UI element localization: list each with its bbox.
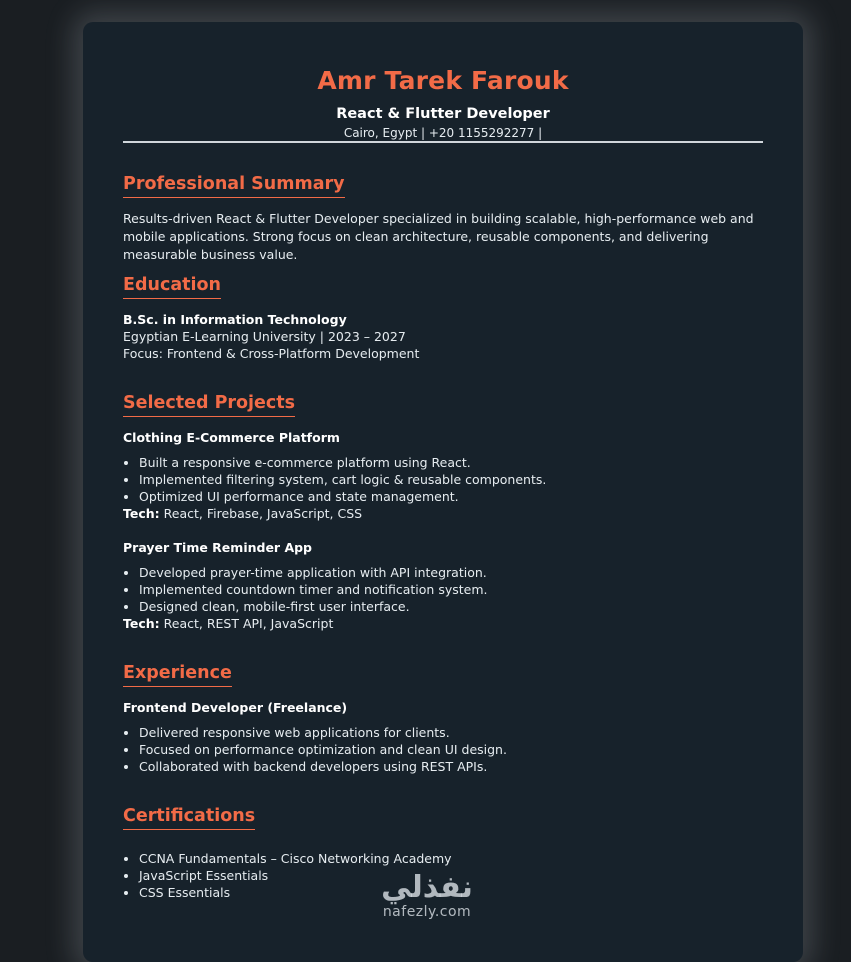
tech-label: Tech: [123,616,160,631]
project-title: Prayer Time Reminder App [123,540,313,555]
header-divider [123,141,763,143]
resume-card [83,22,803,962]
list-item: • Delivered responsive web applications for clients. [139,724,507,741]
tech-stack: React, REST API, JavaScript [163,616,334,631]
project-tech [123,615,333,632]
certifications-heading: Certifications [123,806,255,830]
education-school: Egyptian E-Learning University | 2023 – 2027 [123,329,406,344]
list-item: • Collaborated with backend developers using REST APIs. [139,758,507,775]
education-degree: B.Sc. in Information Technology [123,312,347,327]
experience-bullets [123,724,507,775]
contact-info: Cairo, Egypt | +20 1155292277 | [343,126,543,140]
list-item: • Implemented filtering system, cart logic & reusable components. [139,471,546,488]
list-item: • Implemented countdown timer and notification system. [139,581,488,598]
tech-stack: React, Firebase, JavaScript, CSS [163,506,363,521]
experience-heading: Experience [123,663,232,687]
list-item: • JavaScript Essentials [139,867,452,884]
projects-heading: Selected Projects [123,393,295,417]
education-focus: Focus: Frontend & Cross-Platform Development [123,346,420,361]
project-tech [123,505,362,522]
watermark-domain: nafezly.com [382,904,472,920]
list-item: • CSS Essentials [139,884,452,901]
project-title: Clothing E-Commerce Platform [123,430,340,445]
project-bullets [123,454,546,505]
project-bullets [123,564,488,615]
list-item: • Focused on performance optimization and clean UI design. [139,741,507,758]
candidate-name: Amr Tarek Farouk [317,66,569,95]
summary-heading: Professional Summary [123,174,345,198]
experience-role: Frontend Developer (Freelance) [123,700,348,715]
list-item: • Built a responsive e-commerce platform using React. [139,454,546,471]
candidate-role: React & Flutter Developer [336,106,550,122]
list-item: • Developed prayer-time application with API integration. [139,564,488,581]
tech-label: Tech: [123,506,160,521]
list-item: • Designed clean, mobile-first user interface. [139,598,488,615]
list-item: • CCNA Fundamentals – Cisco Networking Academy [139,850,452,867]
summary-text: Results-driven React & Flutter Developer specialized in building scalable, high-performance web and mobile applications. Strong focus on clean architecture, reusable components, and delivering measurable business value. [123,211,754,262]
education-heading: Education [123,275,221,299]
watermark-logo: نفذلي [381,870,473,905]
nafezly-watermark [372,872,482,920]
list-item: • Optimized UI performance and state management. [139,488,546,505]
